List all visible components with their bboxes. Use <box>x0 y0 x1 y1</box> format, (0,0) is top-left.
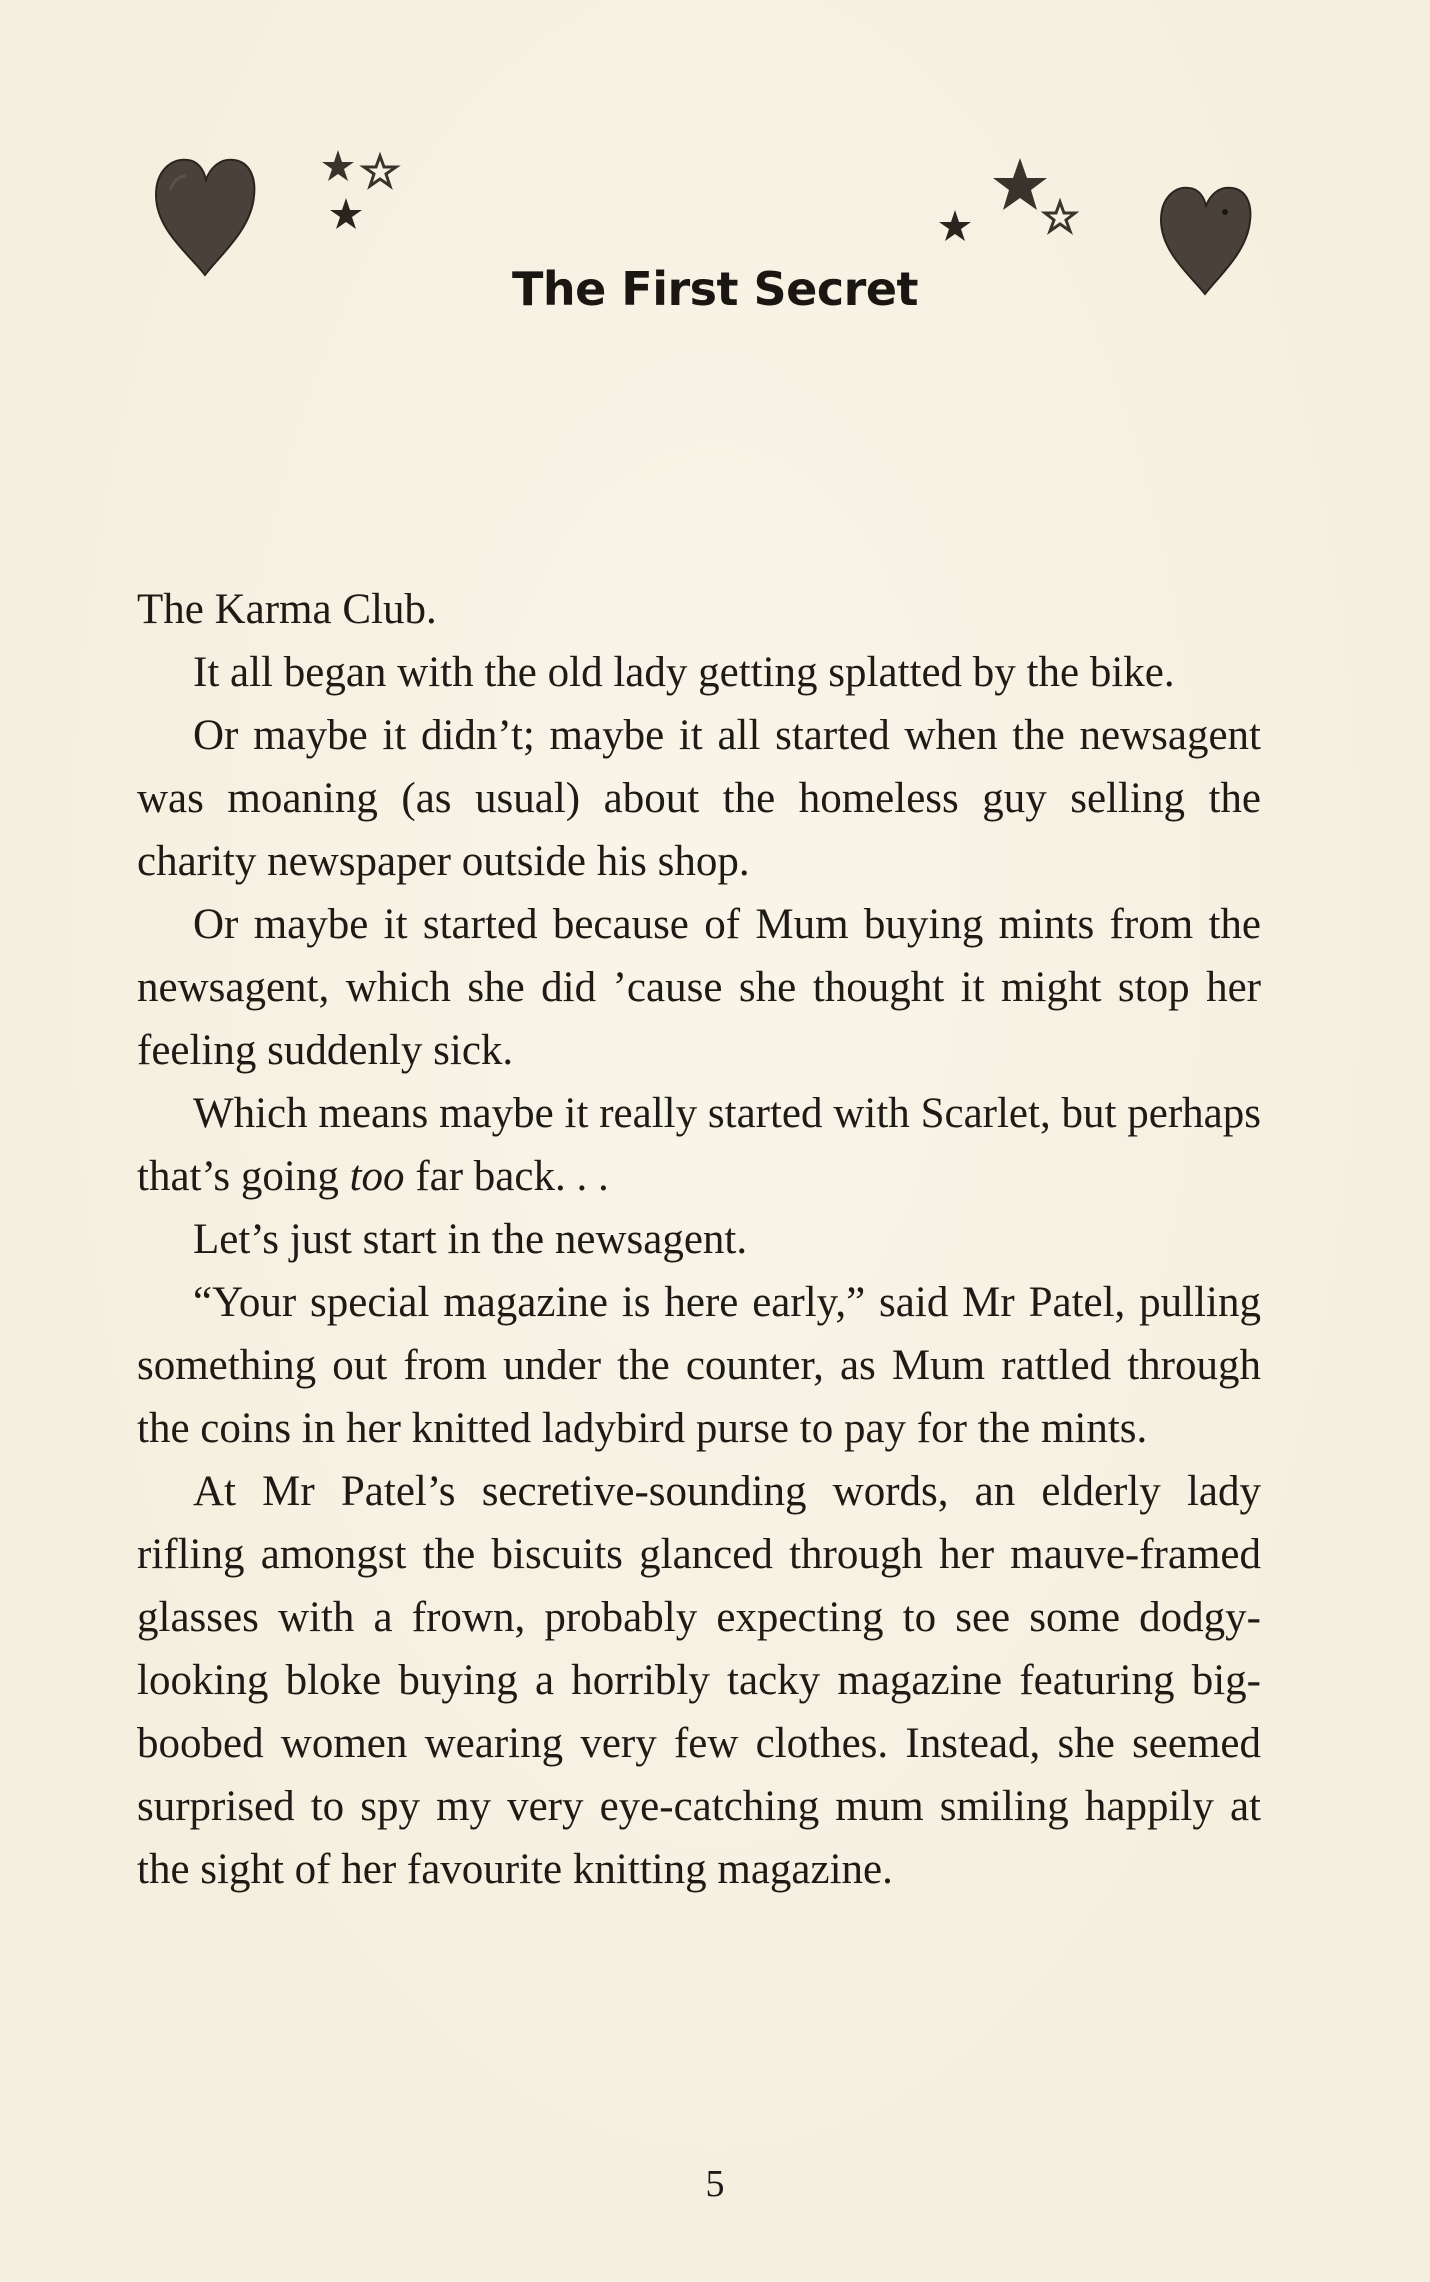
paragraph: Or maybe it started because of Mum buying mints from the newsagent, which she did ’cause she thought it might stop her feeling suddenly sick. <box>137 901 1261 1074</box>
paragraph <box>137 1082 1261 1208</box>
paragraph: The Karma Club. <box>137 586 437 633</box>
paragraph: Or maybe it didn’t; maybe it all started when the newsagent was moaning (as usual) about the homeless guy selling the charity newspaper outside his shop. <box>137 712 1261 885</box>
stars-icon <box>925 150 1095 260</box>
page-number: 5 <box>705 2163 725 2205</box>
chapter-body <box>137 578 1261 1901</box>
paragraph-text: far back. . . <box>404 1153 609 1200</box>
paragraph: At Mr Patel’s secretive-sounding words, an elderly lady rifling amongst the biscuits glanced through her mauve-framed glasses with a frown, probably expecting to see some dodgy-looking bloke buying a horribly tacky magazine featuring big-boobed women wearing very few clothes. Instead, she seemed surprised to spy my very eye-catching mum smiling happily at the sight of her favourite knitting magazine. <box>137 1468 1261 1893</box>
stars-icon <box>320 148 420 243</box>
emphasis-text: too <box>349 1153 405 1200</box>
paragraph: It all began with the old lady getting splatted by the bike. <box>193 649 1175 696</box>
paragraph: “Your special magazine is here early,” said Mr Patel, pulling something out from under the counter, as Mum rattled through the coins in her knitted ladybird purse to pay for the mints. <box>137 1279 1261 1452</box>
chapter-title: The First Secret <box>511 262 919 316</box>
paragraph-text: Which means maybe it really started with Scarlet, but perhaps that’s going <box>137 1090 1261 1200</box>
paragraph: Let’s just start in the newsagent. <box>193 1216 748 1263</box>
heart-icon <box>150 150 260 280</box>
